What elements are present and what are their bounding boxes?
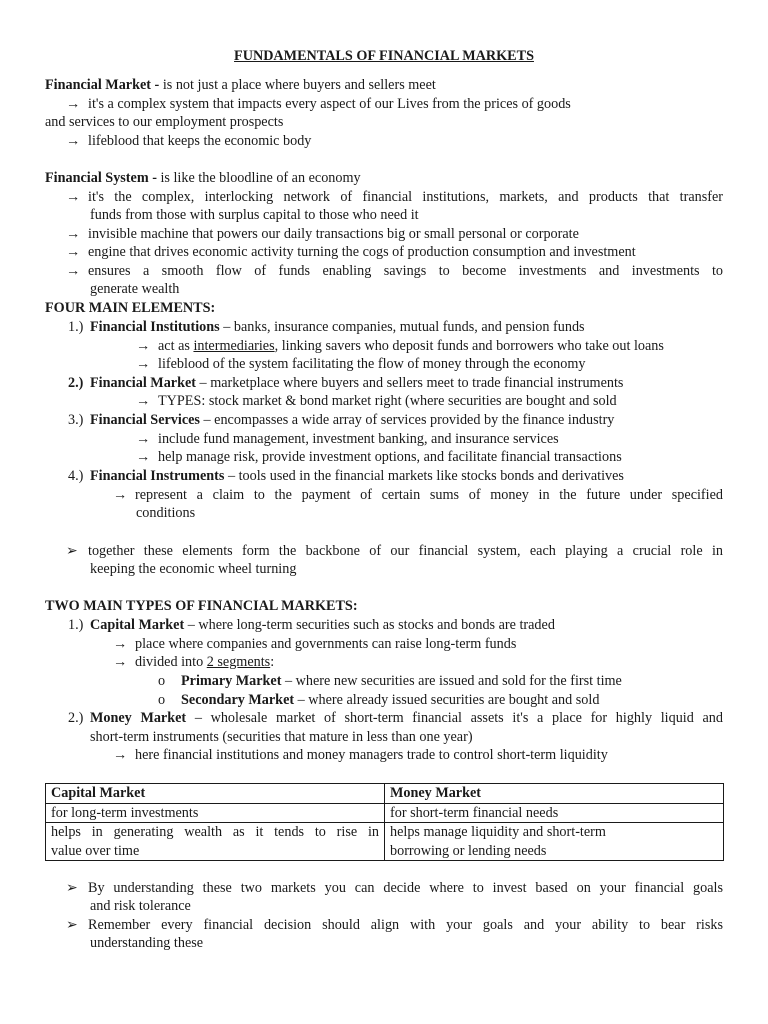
term: Financial Institutions — [90, 319, 220, 335]
closing-bullet — [66, 879, 723, 898]
bullet-text: act as — [158, 338, 194, 354]
cell-line: borrowing or lending needs — [390, 842, 547, 859]
bullet-text: ensures a smooth flow of funds enabling savings to become investments and investments to — [88, 263, 723, 279]
bullet-text: place where companies and governments can raise long-term funds — [135, 636, 517, 652]
element-2 — [68, 374, 723, 393]
arrow-icon: → — [66, 244, 81, 260]
bullet-text: it's a complex system that impacts every aspect of our Lives from the prices of goods — [88, 96, 571, 112]
table-row — [46, 823, 724, 861]
definition-text: – where already issued securities are bought and sold — [294, 692, 600, 708]
bullet-line — [113, 653, 723, 672]
bullet-line — [136, 337, 723, 356]
bullet-arrow-icon: ➢ — [66, 543, 78, 559]
financial-system-definition — [45, 169, 723, 188]
arrow-icon: → — [136, 356, 151, 372]
underlined-term: intermediaries — [193, 338, 275, 354]
bullet-text: : — [270, 654, 275, 670]
bullet-arrow-icon: ➢ — [66, 880, 78, 896]
list-number: 1.) — [68, 617, 84, 633]
cell-line: helps in generating wealth as it tends to rise in — [51, 824, 379, 841]
definition-text: – encompasses a wide array of services provided by the finance industry — [199, 412, 615, 428]
list-number: 2.) — [68, 710, 84, 726]
arrow-icon: → — [66, 96, 81, 112]
arrow-icon: → — [113, 654, 128, 670]
bullet-text: represent a claim to the payment of certain sums of money in the future under specified — [135, 487, 723, 503]
arrow-icon: → — [113, 747, 128, 763]
term: Financial Market - — [45, 77, 160, 93]
bullet-line — [136, 355, 723, 374]
definition-continuation: short-term instruments (securities that mature in less than one year) — [90, 729, 473, 745]
bullet-text: together these elements form the backbone of our financial system, each playing a crucial role in — [88, 543, 723, 559]
arrow-icon: → — [113, 636, 128, 652]
comparison-table — [45, 783, 724, 861]
bullet-text: it's the complex, interlocking network of financial institutions, markets, and products that transfer — [88, 189, 723, 205]
table-cell: for short-term financial needs — [385, 803, 724, 823]
bullet-text: here financial institutions and money managers trade to control short-term liquidity — [135, 747, 608, 763]
underlined-term: 2 segments — [206, 654, 271, 670]
bullet-text: lifeblood that keeps the economic body — [88, 133, 312, 149]
bullet-line — [136, 448, 723, 467]
definition-text: – wholesale market of short-term financial assets it's a place for highly liquid and — [186, 710, 723, 726]
term: Secondary Market — [181, 692, 295, 708]
bullet-line — [66, 132, 723, 151]
financial-market-definition — [45, 76, 723, 95]
definition-text: – where long-term securities such as stocks and bonds are traded — [184, 617, 555, 633]
element-4 — [68, 467, 723, 486]
table-header-cell: Money Market — [385, 784, 724, 804]
bullet-line — [66, 243, 723, 262]
list-number: 3.) — [68, 412, 84, 428]
heading-text: FOUR MAIN ELEMENTS: — [45, 300, 216, 316]
bullet-text: , linking savers who deposit funds and borrowers who take out loans — [274, 338, 664, 354]
closing-bullet — [66, 916, 723, 935]
bullet-text: By understanding these two markets you can decide where to invest based on your financial goals — [88, 880, 723, 896]
bullet-text: lifeblood of the system facilitating the flow of money through the economy — [158, 356, 586, 372]
definition-text: – tools used in the financial markets like stocks bonds and derivatives — [224, 468, 624, 484]
arrow-icon: → — [136, 393, 151, 409]
term: Money Market — [90, 710, 187, 726]
bullet-line — [66, 262, 723, 281]
term: Primary Market — [181, 673, 282, 689]
table-cell — [385, 823, 724, 861]
bullet-text: engine that drives economic activity turning the cogs of production consumption and investment — [88, 244, 636, 260]
table-header-cell: Capital Market — [46, 784, 385, 804]
bullet-continuation: keeping the economic wheel turning — [90, 561, 297, 577]
definition-text: is not just a place where buyers and sellers meet — [159, 77, 436, 93]
section-heading-two-types — [45, 597, 723, 616]
bullet-text: invisible machine that powers our daily transactions big or small personal or corporate — [88, 226, 579, 242]
page-title: FUNDAMENTALS OF FINANCIAL MARKETS — [234, 48, 534, 64]
bullet-line — [66, 225, 723, 244]
bullet-line — [66, 188, 723, 207]
arrow-icon: → — [113, 487, 128, 503]
arrow-icon: → — [136, 449, 151, 465]
bullet-text: include fund management, investment banking, and insurance services — [158, 431, 559, 447]
bullet-continuation: generate wealth — [90, 281, 180, 297]
bullet-text: TYPES: stock market & bond market right (where securities are bought and sold — [158, 393, 617, 409]
term: Financial Instruments — [90, 468, 225, 484]
arrow-icon: → — [66, 189, 81, 205]
segment-secondary — [158, 691, 723, 710]
bullet-continuation: understanding these — [90, 935, 204, 951]
summary-bullet — [66, 542, 723, 561]
list-number: 1.) — [68, 319, 84, 335]
bullet-text: Remember every financial decision should align with your goals and your ability to bear risks — [88, 917, 723, 933]
definition-text: is like the bloodline of an economy — [156, 170, 361, 186]
term: Capital Market — [90, 617, 185, 633]
bullet-line — [66, 95, 723, 114]
cell-line: helps manage liquidity and short-term — [390, 824, 606, 841]
bullet-continuation: and services to our employment prospects — [45, 114, 284, 130]
arrow-icon: → — [136, 431, 151, 447]
type-2 — [68, 709, 723, 728]
bullet-line — [136, 392, 723, 411]
list-number: 2.) — [68, 375, 84, 391]
heading-text: TWO MAIN TYPES OF FINANCIAL MARKETS: — [45, 598, 358, 614]
type-1 — [68, 616, 723, 635]
definition-text: – banks, insurance companies, mutual funds, and pension funds — [219, 319, 585, 335]
circle-bullet-icon: o — [158, 673, 166, 689]
table-cell: for long-term investments — [46, 803, 385, 823]
element-1 — [68, 318, 723, 337]
bullet-continuation: and risk tolerance — [90, 898, 191, 914]
bullet-text: help manage risk, provide investment options, and facilitate financial transactions — [158, 449, 622, 465]
term: Financial Market — [90, 375, 196, 391]
bullet-continuation: conditions — [136, 505, 196, 521]
section-heading-four-elements — [45, 299, 723, 318]
bullet-line — [136, 430, 723, 449]
table-cell — [46, 823, 385, 861]
bullet-text: divided into — [135, 654, 207, 670]
arrow-icon: → — [136, 338, 151, 354]
arrow-icon: → — [66, 263, 81, 279]
term: Financial Services — [90, 412, 200, 428]
bullet-line — [113, 486, 723, 505]
list-number: 4.) — [68, 468, 84, 484]
arrow-icon: → — [66, 133, 81, 149]
table-header-row — [46, 784, 724, 804]
circle-bullet-icon: o — [158, 692, 166, 708]
definition-text: – where new securities are issued and sold for the first time — [281, 673, 622, 689]
term: Financial System - — [45, 170, 157, 186]
segment-primary — [158, 672, 723, 691]
table-row — [46, 803, 724, 823]
definition-text: – marketplace where buyers and sellers meet to trade financial instruments — [196, 375, 624, 391]
bullet-line — [113, 746, 723, 765]
cell-line: value over time — [51, 842, 140, 859]
bullet-line — [113, 635, 723, 654]
bullet-arrow-icon: ➢ — [66, 917, 78, 933]
element-3 — [68, 411, 723, 430]
arrow-icon: → — [66, 226, 81, 242]
bullet-continuation: funds from those with surplus capital to those who need it — [90, 207, 419, 223]
